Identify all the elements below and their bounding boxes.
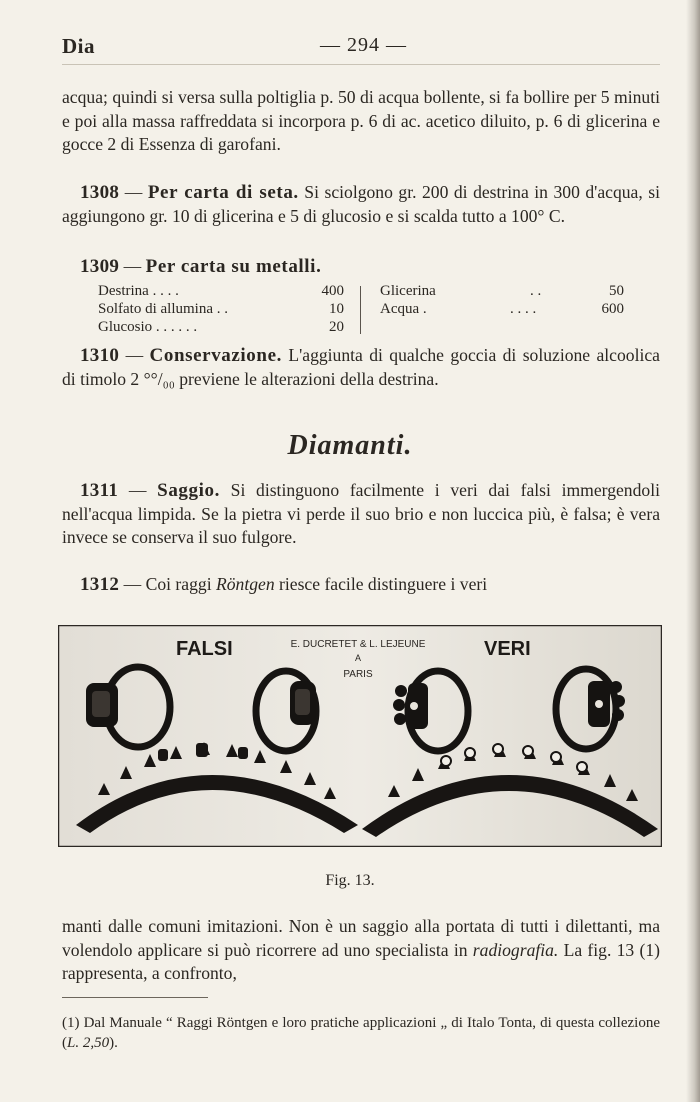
entry-1311 <box>62 479 660 550</box>
entry-1310 <box>62 344 660 391</box>
section-title: Diamanti. <box>287 430 413 461</box>
entry-dash: — <box>124 182 143 202</box>
entry-number: 1308 <box>80 182 120 203</box>
entry-text: riesce facile distinguere i veri <box>279 574 488 594</box>
header-rule <box>62 64 660 65</box>
entry-1308 <box>62 181 660 228</box>
entry-text: Si sciolgono gr. 200 di destrina in 300 d'acqua, si aggiungono gr. 10 di glicerina e 5 di glucosio e si scalda tutto a 100° C. <box>62 182 660 226</box>
entry-title: Per carta su metalli. <box>145 256 322 277</box>
entry-1309 <box>62 255 660 279</box>
entry-number: 1311 <box>80 480 119 501</box>
ingredient-dots: . . . . <box>510 301 537 317</box>
ingredient-dots: . . <box>530 283 542 299</box>
footnote: (1) Dal Manuale “ Raggi Röntgen e loro pratiche applicazioni „ di Italo Tonta, di questa collezione (L. 2,50). <box>62 1015 660 1051</box>
ingredient-amount: 50 <box>609 283 624 299</box>
figure-caption: Fig. 13. <box>325 872 375 889</box>
entry-dash: — <box>128 480 147 500</box>
entry-title: Conservazione. <box>149 345 282 366</box>
recipe-column-left <box>98 282 348 336</box>
italic-term: radiografia. <box>472 939 559 960</box>
entry-title: Saggio. <box>157 480 220 501</box>
ingredient-name: Glucosio . . . . . . <box>98 319 198 335</box>
ingredient-name: Acqua . <box>380 301 427 317</box>
running-head: Dia <box>62 34 95 58</box>
entry-text: L'aggiunta di qualche goccia di soluzione alcoolica di timolo 2 °°/₀₀ previene le alterazioni della destrina. <box>62 345 660 389</box>
ingredient-amount: 20 <box>329 319 344 335</box>
entry-number: 1309 <box>80 256 120 277</box>
entry-text: Coi raggi <box>145 574 212 594</box>
ingredient-amount: 400 <box>321 283 344 299</box>
figure-maker-line3: PARIS <box>343 669 373 680</box>
xray-figure <box>58 625 662 847</box>
recipe-column-divider <box>360 286 361 334</box>
page-header <box>62 34 660 62</box>
recipe-row <box>98 300 348 318</box>
recipe-row <box>380 300 630 318</box>
entry-text-italic: Röntgen <box>215 574 275 594</box>
entry-dash: — <box>123 256 142 276</box>
figure-maker-line1: E. DUCRETET & L. LEJEUNE <box>290 639 426 650</box>
page-number: — 294 — <box>320 34 407 56</box>
entry-dash: — <box>123 574 142 594</box>
entry-number: 1312 <box>80 574 120 595</box>
continuation-paragraph: acqua; quindi si versa sulla poltiglia p. 50 di acqua bollente, si fa bollire per 5 minuti e poi alla massa raffreddata si incorpora p. 6 di ac. acetico diluito, p. 6 di glicerina e gocce 2 di Essenza di garofani. <box>62 87 660 154</box>
entry-title: Per carta di seta. <box>147 182 299 203</box>
recipe-row <box>98 318 348 336</box>
ingredient-name: Glicerina <box>380 283 436 299</box>
footnote-price: L. 2,50 <box>67 1035 110 1051</box>
entry-dash: — <box>125 345 144 365</box>
figure-label-falsi: FALSI <box>176 638 233 660</box>
entry-number: 1310 <box>80 345 120 366</box>
ingredient-name: Solfato di allumina . . <box>98 301 228 317</box>
ingredient-amount: 600 <box>601 301 624 317</box>
footnote-rule <box>62 997 208 998</box>
page-edge-shadow <box>686 0 700 1102</box>
recipe-row <box>380 282 630 300</box>
entry-1312 <box>62 573 660 597</box>
figure-maker-line2: A <box>354 653 362 663</box>
ingredient-amount: 10 <box>329 301 344 317</box>
recipe-column-right <box>380 282 630 318</box>
after-figure-paragraph: manti dalle comuni imitazioni. Non è un saggio alla portata di tutti i dilettanti, ma volendolo applicare si può ricorrere ad uno specialista in radiografia. La fig. 13 (1) rappresenta, a confronto, <box>62 916 660 983</box>
entry-text: Si distinguono facilmente i veri dai falsi immergendoli nell'acqua limpida. Se la pietra vi perde il suo brio e non luccica più, è falsa; è vera invece se conserva il suo fulgore. <box>62 480 660 547</box>
figure-label-veri: VERI <box>484 638 531 660</box>
recipe-row <box>98 282 348 300</box>
ingredient-name: Destrina . . . . <box>98 283 179 299</box>
